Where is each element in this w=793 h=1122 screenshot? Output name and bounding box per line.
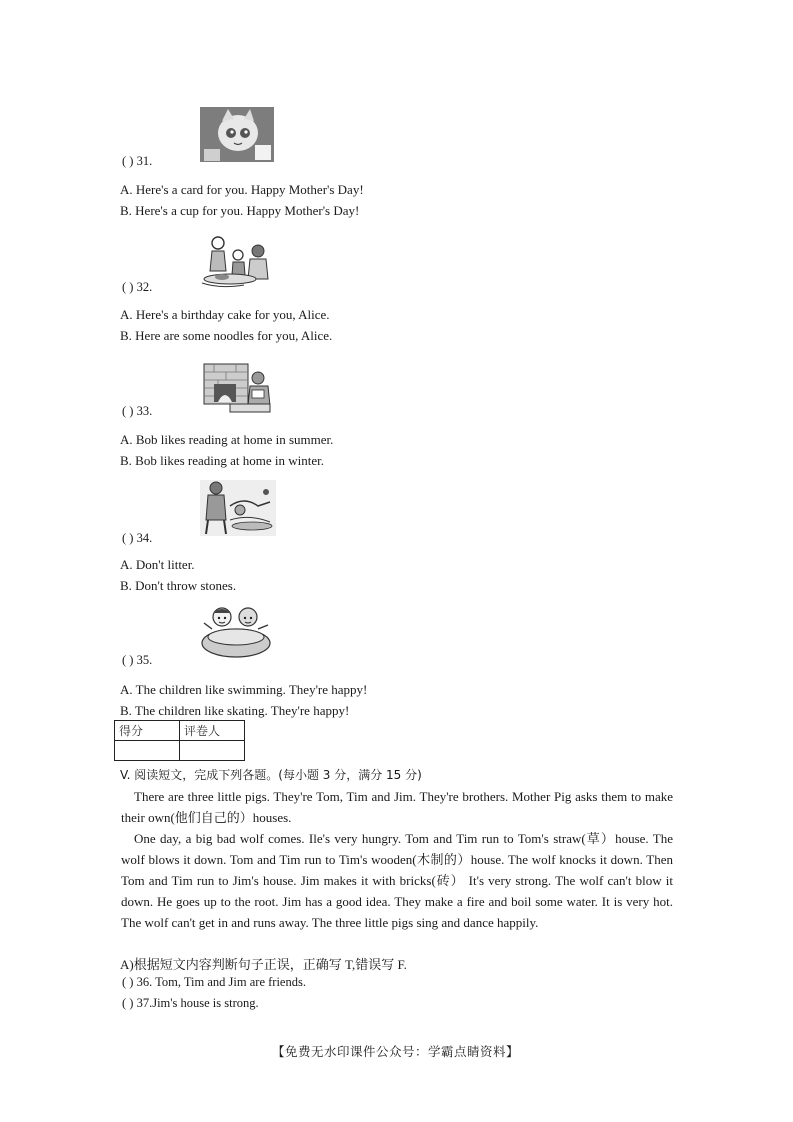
children-pool-icon xyxy=(198,603,274,661)
question-35-label: ( ) 35. xyxy=(122,653,153,667)
question-33-option-a: A. Bob likes reading at home in summer. xyxy=(120,432,334,447)
question-31-label: ( ) 31. xyxy=(122,154,153,168)
score-header: 得分 xyxy=(115,721,180,741)
question-34-option-a: A. Don't litter. xyxy=(120,557,195,572)
question-33-label: ( ) 33. xyxy=(122,404,153,418)
family-dinner-icon xyxy=(200,235,272,289)
cartoon-girl-icon xyxy=(200,107,274,162)
question-31-option-b: B. Here's a cup for you. Happy Mother's Day! xyxy=(120,203,360,218)
question-36: ( ) 36. Tom, Tim and Jim are friends. xyxy=(122,975,306,989)
passage-paragraph-1-text: There are three little pigs. They're Tom, Tim and Jim. They're brothers. Mother Pig asks them to make their own(他们自己的）houses. xyxy=(121,789,673,825)
question-35-option-a: A. The children like swimming. They're happy! xyxy=(120,682,368,697)
passage-paragraph-2 xyxy=(121,828,673,933)
park-litter-icon xyxy=(200,480,276,536)
passage-paragraph-1 xyxy=(121,786,673,828)
passage-paragraph-2-text: One day, a big bad wolf comes. Ile's very hungry. Tom and Tim run to Tom's straw(草）house. The wolf blows it down. Tom and Tim run to Tim's wooden(木制的）house. The wolf knocks it down. Then Tom and Tim run to Jim's house. Jim makes it with bricks(砖） It's very strong. The wolf can't blow it down. He goes up to the root. Jim has a good idea. They make a fire and boil some water. It is very hot. The wolf can't get in and runs away. The three little pigs sing and dance happily. xyxy=(121,831,673,930)
grader-cell[interactable] xyxy=(180,741,245,761)
score-cell[interactable] xyxy=(115,741,180,761)
question-31-option-a: A. Here's a card for you. Happy Mother's Day! xyxy=(120,182,364,197)
question-37: ( ) 37.Jim's house is strong. xyxy=(122,996,259,1010)
fireplace-reading-icon xyxy=(200,360,276,415)
footer-note: 【免费无水印课件公众号：学霸点睛资料】 xyxy=(272,1044,520,1059)
question-34-label: ( ) 34. xyxy=(122,531,153,545)
score-table xyxy=(114,720,245,761)
section-heading: V. 阅读短文，完成下列各题。(每小题 3 分，满分 15 分) xyxy=(120,768,422,782)
question-32-option-a: A. Here's a birthday cake for you, Alice. xyxy=(120,307,330,322)
question-32-label: ( ) 32. xyxy=(122,280,153,294)
instruction-text: A)根据短文内容判断句子正误，正确写 T,错误写 F. xyxy=(120,957,407,972)
question-34-option-b: B. Don't throw stones. xyxy=(120,578,237,593)
question-33-option-b: B. Bob likes reading at home in winter. xyxy=(120,453,324,468)
question-35-option-b: B. The children like skating. They're happy! xyxy=(120,703,350,718)
grader-header: 评卷人 xyxy=(180,721,245,741)
question-32-option-b: B. Here are some noodles for you, Alice. xyxy=(120,328,333,343)
